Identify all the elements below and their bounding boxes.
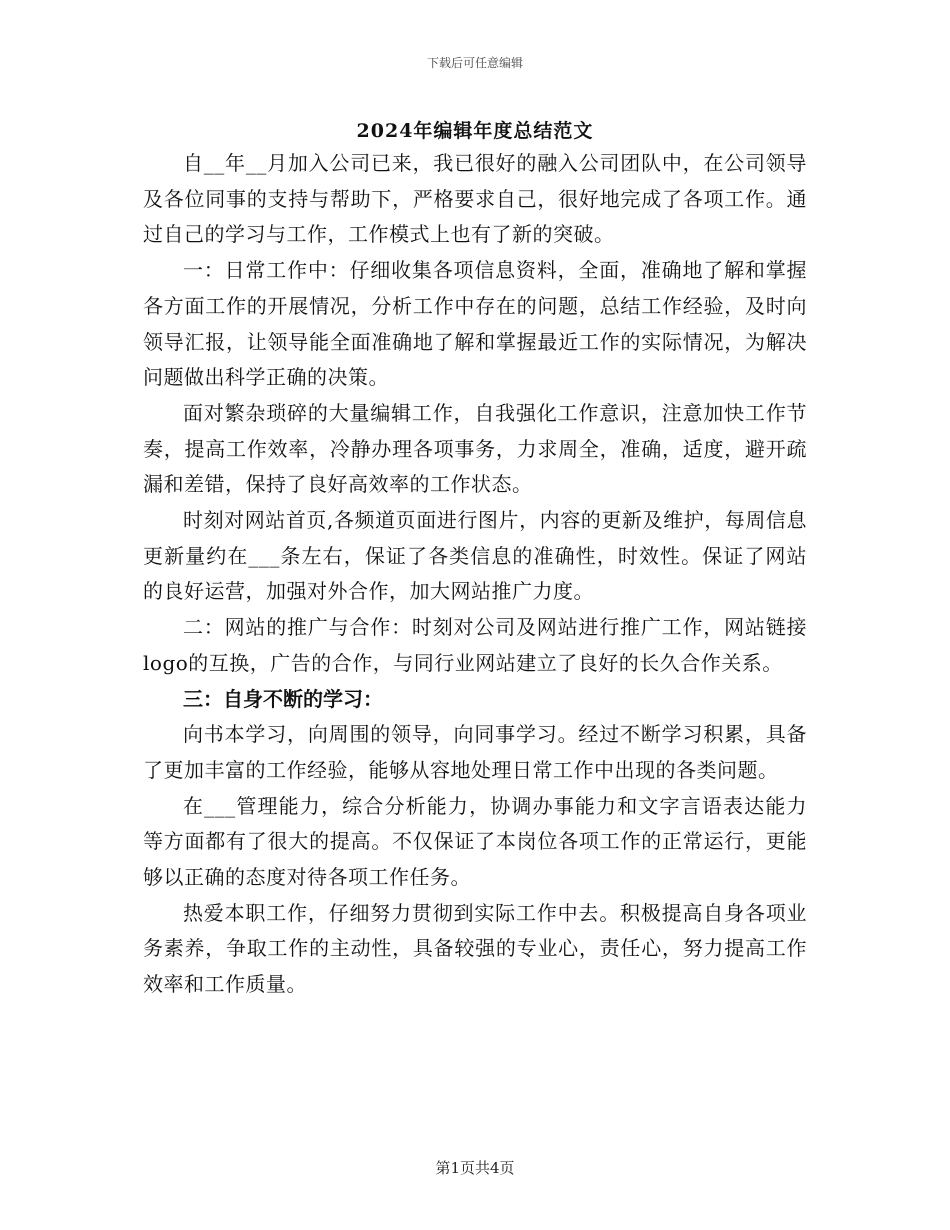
header-note: 下载后可任意编辑	[426, 56, 523, 70]
paragraph-abilities: 在___管理能力，综合分析能力，协调办事能力和文字言语表达能力等方面都有了很大的提高。不仅保证了本岗位各项工作的正常运行，更能够以正确的态度对待各项工作任务。	[143, 793, 807, 890]
page-footer: 第1页共4页	[435, 1159, 515, 1177]
paragraph-daily-work: 一：日常工作中：仔细收集各项信息资料，全面，准确地了解和掌握各方面工作的开展情况，分析工作中存在的问题，总结工作经验，及时向领导汇报，让领导能全面准确地了解和掌握最近工作的实际情况，为解决问题做出科学正确的决策。	[143, 258, 807, 390]
paragraph-learning: 向书本学习，向周围的领导，向同事学习。经过不断学习积累，具备了更加丰富的工作经验，能够从容地处理日常工作中出现的各类问题。	[143, 722, 807, 782]
paragraph-editing-work: 面对繁杂琐碎的大量编辑工作，自我强化工作意识，注意加快工作节奏，提高工作效率，冷静办理各项事务，力求周全，准确，适度，避开疏漏和差错，保持了良好高效率的工作状态。	[143, 400, 807, 497]
paragraph-site-maintenance: 时刻对网站首页,各频道页面进行图片，内容的更新及维护，每周信息更新量约在___条左右，保证了各类信息的准确性，时效性。保证了网站的良好运营，加强对外合作，加大网站推广力度。	[143, 508, 807, 604]
page-title: 2024年编辑年度总结范文	[356, 120, 594, 142]
document-body	[143, 146, 807, 1003]
paragraph-promotion: 二：网站的推广与合作：时刻对公司及网站进行推广工作，网站链接logo的互换，广告的合作，与同行业网站建立了良好的长久合作关系。	[143, 615, 807, 675]
section-heading-learning: 三：自身不断的学习：	[183, 686, 383, 711]
paragraph-intro: 自__年__月加入公司已来，我已很好的融入公司团队中，在公司领导及各位同事的支持与帮助下，严格要求自己，很好地完成了各项工作。通过自己的学习与工作，工作模式上也有了新的突破。	[143, 151, 807, 247]
paragraph-dedication: 热爱本职工作，仔细努力贯彻到实际工作中去。积极提高自身各项业务素养，争取工作的主动性，具备较强的专业心，责任心，努力提高工作效率和工作质量。	[143, 900, 807, 997]
